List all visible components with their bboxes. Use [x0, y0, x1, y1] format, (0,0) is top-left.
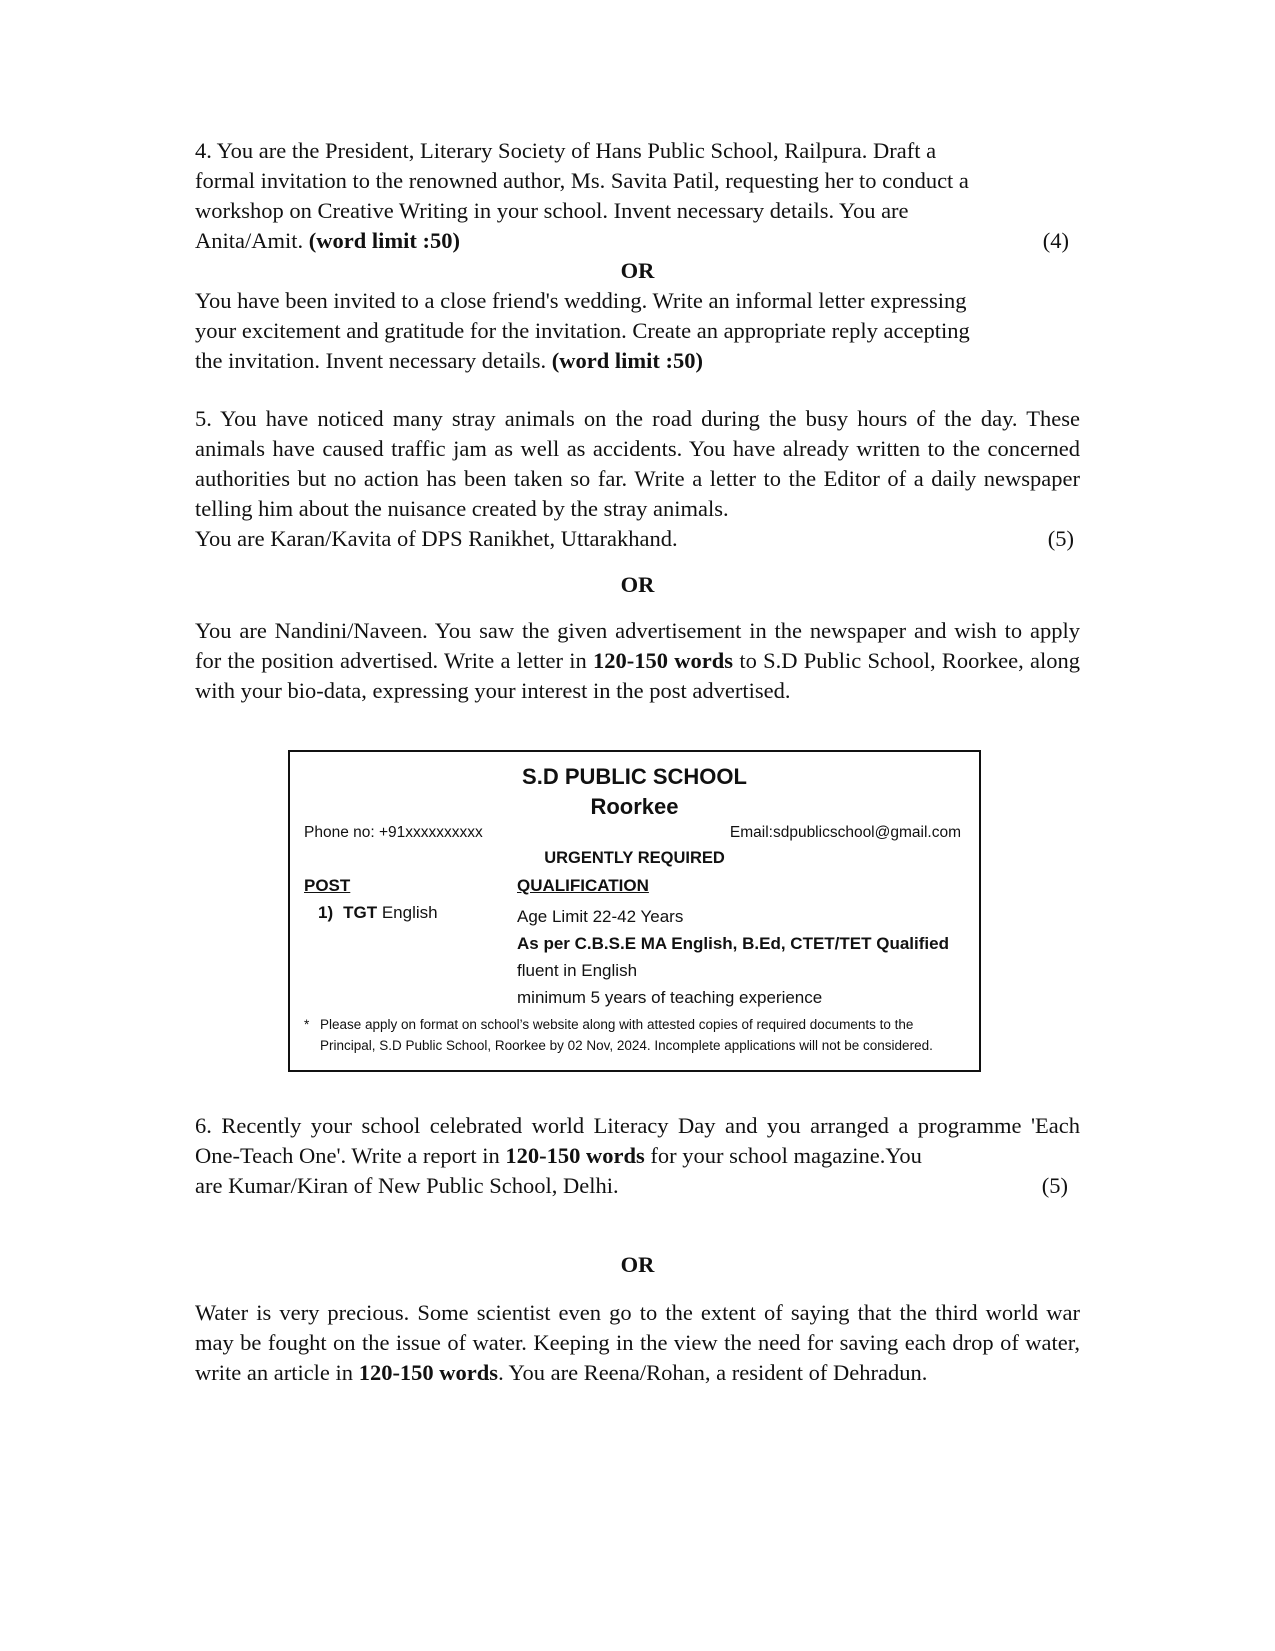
q5-alternative — [195, 616, 1080, 706]
q6-last-line-text: are Kumar/Kiran of New Public School, Delhi. — [195, 1173, 619, 1198]
question-4 — [195, 136, 1075, 256]
q6-text-after: for your school magazine.You — [644, 1143, 922, 1168]
q6-alternative — [195, 1298, 1080, 1388]
q5-alt-word-count: 120-150 words — [593, 648, 734, 673]
q4-or: OR — [620, 258, 655, 283]
q4-word-limit: (word limit :50) — [308, 228, 460, 253]
ad-qualification-4: minimum 5 years of teaching experience — [517, 988, 823, 1007]
q6-marks: (5) — [1041, 1173, 1068, 1198]
q4-marks: (4) — [1042, 228, 1069, 253]
question-4-alternative — [195, 286, 1080, 376]
question-5 — [195, 404, 1080, 554]
ad-urgent-heading: URGENTLY REQUIRED — [544, 849, 725, 867]
q6-text — [195, 1111, 1080, 1171]
question-paper-page — [195, 136, 1080, 706]
question-6-block — [195, 1111, 1080, 1388]
ad-note-star: * — [304, 1017, 310, 1032]
q4-line-4-text: Anita/Amit. — [195, 228, 309, 253]
q6-alt-text-after: . You are Reena/Rohan, a resident of Dehradun. — [498, 1360, 928, 1385]
q5-marks: (5) — [1047, 526, 1074, 551]
q5-or: OR — [620, 572, 655, 597]
q6-word-count: 120-150 words — [505, 1143, 645, 1168]
q4-alt-line-1: You have been invited to a close friend's wedding. Write an informal letter expressing — [195, 288, 967, 313]
q5-last-line — [195, 524, 1080, 554]
ad-qualification-2: As per C.B.S.E MA English, B.Ed, CTET/TET Qualified — [517, 934, 949, 953]
ad-post-header: POST — [304, 876, 351, 895]
q4-alt-line-3-text: the invitation. Invent necessary details. — [195, 348, 552, 373]
ad-phone: Phone no: +91xxxxxxxxxx — [304, 824, 483, 841]
ad-note-line-2: Principal, S.D Public School, Roorkee by 02 Nov, 2024. Incomplete applications will not be considered. — [320, 1038, 933, 1053]
ad-post-item — [318, 903, 438, 923]
q5-last-line-text: You are Karan/Kavita of DPS Ranikhet, Uttarakhand. — [195, 526, 678, 551]
ad-post-subject: English — [377, 903, 438, 922]
ad-post-number: 1) — [318, 903, 334, 922]
q6-last-line — [195, 1171, 1080, 1201]
ad-qualification-3: fluent in English — [517, 961, 638, 980]
q4-alt-word-limit: (word limit :50) — [551, 348, 703, 373]
q6-text-before: 6. Recently your school celebrated world Literacy Day and you arranged a programme 'Each One-Teach One'. Write a report in — [195, 1113, 1080, 1168]
q6-alt-word-count: 120-150 words — [358, 1360, 499, 1385]
q6-or: OR — [620, 1252, 655, 1277]
ad-qualification-header: QUALIFICATION — [517, 876, 649, 895]
q4-line-1: 4. You are the President, Literary Society of Hans Public School, Railpura. Draft a — [195, 138, 937, 163]
job-advertisement — [288, 750, 981, 1072]
ad-city: Roorkee — [590, 794, 679, 819]
ad-school-name: S.D PUBLIC SCHOOL — [522, 764, 747, 789]
q6-alt-text-before: Water is very precious. Some scientist even go to the extent of saying that the third world war may be fought on the issue of water. Keeping in the view the need for saving each drop of water, write an article in — [195, 1300, 1080, 1385]
ad-note-line-1: Please apply on format on school’s website along with attested copies of required documents to the — [320, 1017, 914, 1032]
ad-email: Email:sdpublicschool@gmail.com — [729, 824, 961, 841]
q4-alt-line-2: your excitement and gratitude for the invitation. Create an appropriate reply accepting — [195, 318, 970, 343]
q4-line-4 — [195, 226, 1075, 256]
q5-alt-text-before: You are Nandini/Naveen. You saw the given advertisement in the newspaper and wish to apply for the position advertised. Write a letter in — [195, 618, 1080, 673]
q4-line-2: formal invitation to the renowned author, Ms. Savita Patil, requesting her to conduct a — [195, 168, 969, 193]
q4-line-3: workshop on Creative Writing in your school. Invent necessary details. You are — [195, 198, 909, 223]
ad-note — [304, 1014, 965, 1056]
ad-post-tgt: TGT — [343, 903, 378, 922]
ad-qualification-1: Age Limit 22-42 Years — [517, 907, 684, 926]
q5-text: 5. You have noticed many stray animals on the road during the busy hours of the day. These animals have caused traffic jam as well as accidents. You have already written to the concerned authorities but no action has been taken so far. Write a letter to the Editor of a daily newspaper telling him about the nuisance created by the stray animals. — [195, 406, 1080, 521]
q5-alt-text-after: to S.D Public School, Roorkee, along with your bio-data, expressing your interest in the post advertised. — [195, 648, 1080, 703]
